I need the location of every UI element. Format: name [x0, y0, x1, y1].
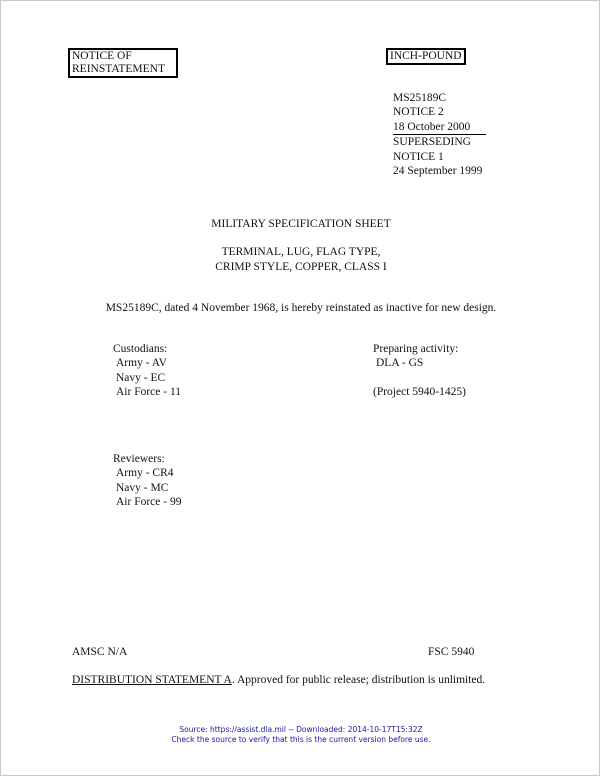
custodians-block — [113, 342, 181, 400]
source-line-1: Source: https://assist.dla.mil -- Downloaded: 2014-10-17T15:32Z — [179, 725, 423, 734]
reviewer-item: Air Force - 99 — [116, 496, 182, 509]
inch-pound-box: INCH-POUND — [386, 48, 466, 65]
notice-date: 18 October 2000 — [393, 120, 486, 135]
project-number: (Project 5940-1425) — [373, 386, 466, 399]
distribution-label: DISTRIBUTION STATEMENT A — [72, 674, 232, 686]
amsc-code: AMSC N/A — [72, 646, 128, 658]
reinstatement-statement: MS25189C, dated 4 November 1968, is hereby reinstated as inactive for new design. — [105, 302, 497, 314]
custodian-item: Army - AV — [116, 357, 167, 370]
notice-number: NOTICE 2 — [393, 106, 444, 119]
reviewers-block — [113, 452, 181, 510]
preparing-activity-value: DLA - GS — [376, 357, 424, 370]
custodians-heading: Custodians: — [113, 343, 168, 355]
document-header — [393, 91, 486, 178]
doc-id: MS25189C — [393, 92, 447, 104]
preparing-activity-heading: Preparing activity: — [373, 343, 459, 355]
custodian-item: Navy - EC — [116, 371, 166, 384]
custodian-item: Air Force - 11 — [116, 386, 182, 399]
preparing-activity-block — [373, 342, 466, 400]
fsc-code: FSC 5940 — [428, 646, 475, 658]
reviewers-heading: Reviewers: — [113, 453, 165, 465]
superseding-label: SUPERSEDING — [393, 136, 471, 149]
source-note — [1, 725, 600, 745]
document-title: MILITARY SPECIFICATION SHEET — [211, 218, 391, 230]
previous-notice: NOTICE 1 — [393, 150, 444, 163]
notice-of-reinstatement-box: NOTICE OF REINSTATEMENT — [68, 48, 178, 78]
subtitle-line-2: CRIMP STYLE, COPPER, CLASS I — [215, 261, 387, 273]
source-line-2: Check the source to verify that this is the current version before use. — [171, 735, 431, 744]
reviewer-item: Army - CR4 — [116, 467, 174, 480]
distribution-text: . Approved for public release; distribution is unlimited. — [231, 674, 486, 686]
distribution-statement — [72, 673, 485, 687]
previous-date: 24 September 1999 — [393, 165, 483, 178]
subtitle-line-1: TERMINAL, LUG, FLAG TYPE, — [221, 246, 381, 258]
reviewer-item: Navy - MC — [116, 481, 169, 494]
